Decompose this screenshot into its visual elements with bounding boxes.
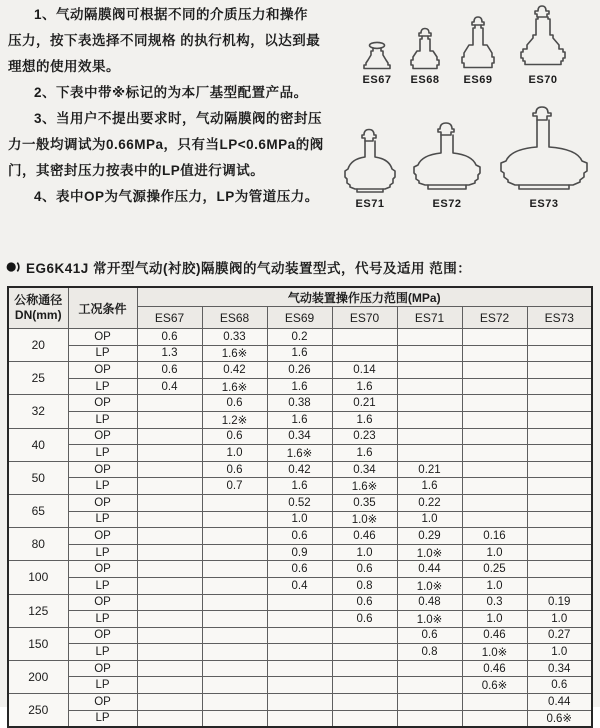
- lp-value-cell: [202, 710, 267, 727]
- col-header-model: ES70: [332, 307, 397, 329]
- lp-value-cell: 1.3: [137, 345, 202, 362]
- op-value-cell: [527, 329, 592, 346]
- dn-cell: 25: [8, 362, 68, 395]
- op-value-cell: [397, 362, 462, 379]
- dn-cell: 20: [8, 329, 68, 362]
- note-line: 门，其密封压力按表中的LP值进行调试。: [8, 163, 265, 178]
- op-value-cell: 0.6: [202, 395, 267, 412]
- op-value-cell: [462, 395, 527, 412]
- op-value-cell: [462, 461, 527, 478]
- valve-es71-icon: [341, 127, 399, 195]
- lp-value-cell: [267, 644, 332, 661]
- op-value-cell: 0.29: [397, 528, 462, 545]
- op-value-cell: [462, 428, 527, 445]
- op-value-cell: [527, 395, 592, 412]
- col-header-model: ES67: [137, 307, 202, 329]
- section-title-text: EG6K41J 常开型气动(衬胶)隔膜阀的气动装置型式，代号及适用 范围：: [26, 261, 472, 276]
- lp-value-cell: 1.2※: [202, 411, 267, 428]
- lp-value-cell: 1.6: [397, 478, 462, 495]
- valve-es70-icon: [511, 5, 575, 71]
- lp-value-cell: [332, 644, 397, 661]
- valve-es72-icon: [408, 121, 486, 195]
- lp-value-cell: [267, 710, 332, 727]
- op-value-cell: 0.6: [332, 594, 397, 611]
- lp-value-cell: 0.4: [267, 577, 332, 594]
- op-value-cell: 0.42: [267, 461, 332, 478]
- lp-value-cell: 0.6※: [527, 710, 592, 727]
- lp-value-cell: [527, 577, 592, 594]
- lp-value-cell: 1.6※: [332, 478, 397, 495]
- valve-es70-figure: [511, 5, 575, 86]
- op-value-cell: [397, 428, 462, 445]
- lp-value-cell: [332, 345, 397, 362]
- op-value-cell: [527, 461, 592, 478]
- valve-es73-figure: [495, 105, 593, 210]
- usage-notes: [8, 2, 342, 210]
- lp-value-cell: [202, 511, 267, 528]
- op-value-cell: [332, 627, 397, 644]
- lp-value-cell: 1.6※: [202, 345, 267, 362]
- lp-value-cell: 0.6※: [462, 677, 527, 694]
- lp-value-cell: 1.0※: [332, 511, 397, 528]
- lp-value-cell: 1.0※: [397, 611, 462, 628]
- lp-value-cell: [397, 445, 462, 462]
- lp-value-cell: 1.0※: [462, 644, 527, 661]
- valve-label: ES70: [528, 74, 558, 86]
- valve-es69-figure: [455, 15, 501, 86]
- note-line: 2、下表中带※标记的为本厂基型配置产品。: [34, 85, 308, 100]
- valve-es73-icon: [495, 105, 593, 195]
- op-value-cell: 0.6: [267, 561, 332, 578]
- op-value-cell: [137, 395, 202, 412]
- op-value-cell: 0.6: [202, 461, 267, 478]
- condition-cell-lp: LP: [68, 445, 137, 462]
- valve-es71-figure: [341, 127, 399, 210]
- condition-cell-op: OP: [68, 395, 137, 412]
- condition-cell-op: OP: [68, 329, 137, 346]
- lp-value-cell: [397, 677, 462, 694]
- lp-value-cell: [137, 577, 202, 594]
- col-header-model: ES69: [267, 307, 332, 329]
- lp-value-cell: [462, 511, 527, 528]
- lp-value-cell: 0.6: [332, 611, 397, 628]
- op-value-cell: 0.22: [397, 494, 462, 511]
- pressure-table-body: [8, 329, 592, 728]
- lp-value-cell: 1.6: [267, 411, 332, 428]
- lp-value-cell: 1.6: [332, 411, 397, 428]
- dn-cell: 50: [8, 461, 68, 494]
- lp-value-cell: [137, 677, 202, 694]
- op-value-cell: 0.34: [527, 660, 592, 677]
- op-value-cell: [137, 528, 202, 545]
- dn-cell: 200: [8, 660, 68, 693]
- op-value-cell: [202, 494, 267, 511]
- lp-value-cell: 0.9: [267, 544, 332, 561]
- op-value-cell: [267, 594, 332, 611]
- condition-cell-lp: LP: [68, 411, 137, 428]
- lp-value-cell: 1.0: [462, 544, 527, 561]
- valve-es67-figure: [359, 41, 395, 86]
- op-value-cell: [397, 395, 462, 412]
- condition-cell-op: OP: [68, 428, 137, 445]
- actuator-figures-row2: [336, 98, 598, 210]
- op-value-cell: [137, 461, 202, 478]
- condition-cell-lp: LP: [68, 511, 137, 528]
- lp-value-cell: 0.4: [137, 378, 202, 395]
- lp-value-cell: 0.6: [527, 677, 592, 694]
- lp-value-cell: 1.6: [267, 345, 332, 362]
- valve-es68-icon: [405, 27, 445, 71]
- valve-label: ES72: [432, 198, 462, 210]
- lp-value-cell: [527, 445, 592, 462]
- lp-value-cell: [202, 544, 267, 561]
- op-value-cell: [202, 660, 267, 677]
- condition-cell-op: OP: [68, 494, 137, 511]
- condition-cell-op: OP: [68, 528, 137, 545]
- op-value-cell: [527, 494, 592, 511]
- lp-value-cell: [397, 345, 462, 362]
- section-bullet-icon: [6, 260, 20, 274]
- op-value-cell: 0.27: [527, 627, 592, 644]
- valve-label: ES68: [410, 74, 440, 86]
- op-value-cell: [527, 428, 592, 445]
- op-value-cell: [137, 660, 202, 677]
- op-value-cell: [527, 362, 592, 379]
- col-header-dn: [8, 287, 68, 329]
- lp-value-cell: [202, 644, 267, 661]
- lp-value-cell: 1.0: [332, 544, 397, 561]
- lp-value-cell: [137, 710, 202, 727]
- op-value-cell: 0.34: [267, 428, 332, 445]
- condition-cell-lp: LP: [68, 677, 137, 694]
- lp-value-cell: [462, 445, 527, 462]
- op-value-cell: [202, 561, 267, 578]
- lp-value-cell: [137, 644, 202, 661]
- op-value-cell: 0.46: [462, 627, 527, 644]
- condition-cell-op: OP: [68, 660, 137, 677]
- lp-value-cell: [527, 345, 592, 362]
- dn-cell: 80: [8, 528, 68, 561]
- note-line: 压力，按下表选择不同规格 的执行机构，以达到最: [8, 33, 321, 48]
- valve-es68-figure: [405, 27, 445, 86]
- condition-cell-lp: LP: [68, 611, 137, 628]
- op-value-cell: 0.6: [202, 428, 267, 445]
- lp-value-cell: [202, 677, 267, 694]
- op-value-cell: 0.6: [137, 329, 202, 346]
- dn-cell: 32: [8, 395, 68, 428]
- lp-value-cell: 1.6※: [202, 378, 267, 395]
- op-value-cell: 0.2: [267, 329, 332, 346]
- op-value-cell: 0.38: [267, 395, 332, 412]
- note-line: 力一般均调试为0.66MPa，只有当LP<0.6MPa的阀: [8, 137, 324, 152]
- dn-cell: 100: [8, 561, 68, 594]
- lp-value-cell: [527, 478, 592, 495]
- lp-value-cell: 1.6※: [267, 445, 332, 462]
- lp-value-cell: 1.0: [202, 445, 267, 462]
- op-value-cell: 0.44: [397, 561, 462, 578]
- op-value-cell: 0.21: [397, 461, 462, 478]
- valve-label: ES69: [463, 74, 493, 86]
- condition-cell-lp: LP: [68, 478, 137, 495]
- section-title: [6, 257, 596, 277]
- actuator-figures: [336, 2, 598, 214]
- condition-cell-lp: LP: [68, 378, 137, 395]
- op-value-cell: [462, 494, 527, 511]
- op-value-cell: 0.19: [527, 594, 592, 611]
- lp-value-cell: [202, 577, 267, 594]
- op-value-cell: [137, 561, 202, 578]
- op-value-cell: [527, 528, 592, 545]
- lp-value-cell: [462, 411, 527, 428]
- op-value-cell: 0.33: [202, 329, 267, 346]
- condition-cell-op: OP: [68, 461, 137, 478]
- lp-value-cell: [462, 710, 527, 727]
- condition-cell-op: OP: [68, 694, 137, 711]
- dn-cell: 125: [8, 594, 68, 627]
- valve-es72-figure: [408, 121, 486, 210]
- lp-value-cell: [462, 345, 527, 362]
- condition-cell-lp: LP: [68, 644, 137, 661]
- op-value-cell: 0.16: [462, 528, 527, 545]
- lp-value-cell: [267, 611, 332, 628]
- lp-value-cell: 1.0: [397, 511, 462, 528]
- op-value-cell: 0.46: [462, 660, 527, 677]
- op-value-cell: 0.3: [462, 594, 527, 611]
- col-header-dn-line2: DN(mm): [14, 308, 62, 322]
- condition-cell-lp: LP: [68, 710, 137, 727]
- lp-value-cell: [462, 378, 527, 395]
- lp-value-cell: [332, 710, 397, 727]
- op-value-cell: [267, 660, 332, 677]
- valve-es69-icon: [455, 15, 501, 71]
- lp-value-cell: 1.0※: [397, 544, 462, 561]
- op-value-cell: [137, 428, 202, 445]
- op-value-cell: [397, 694, 462, 711]
- col-header-dn-line1: 公称通径: [14, 293, 63, 307]
- op-value-cell: 0.25: [462, 561, 527, 578]
- lp-value-cell: 1.6: [332, 445, 397, 462]
- lp-value-cell: [527, 511, 592, 528]
- op-value-cell: 0.48: [397, 594, 462, 611]
- lp-value-cell: 1.0: [462, 577, 527, 594]
- lp-value-cell: 1.6: [267, 378, 332, 395]
- op-value-cell: 0.6: [332, 561, 397, 578]
- op-value-cell: 0.42: [202, 362, 267, 379]
- op-value-cell: [527, 561, 592, 578]
- lp-value-cell: [137, 511, 202, 528]
- valve-label: ES73: [529, 198, 559, 210]
- condition-cell-op: OP: [68, 627, 137, 644]
- op-value-cell: [202, 594, 267, 611]
- op-value-cell: 0.35: [332, 494, 397, 511]
- lp-value-cell: 1.6: [267, 478, 332, 495]
- col-header-condition: 工况条件: [68, 287, 137, 329]
- lp-value-cell: 1.0: [267, 511, 332, 528]
- lp-value-cell: [397, 378, 462, 395]
- condition-cell-lp: LP: [68, 345, 137, 362]
- actuator-figures-row1: [336, 2, 598, 86]
- dn-cell: 250: [8, 694, 68, 728]
- condition-cell-lp: LP: [68, 544, 137, 561]
- op-value-cell: 0.6: [397, 627, 462, 644]
- condition-cell-op: OP: [68, 561, 137, 578]
- lp-value-cell: 1.0: [462, 611, 527, 628]
- lp-value-cell: [397, 411, 462, 428]
- op-value-cell: 0.14: [332, 362, 397, 379]
- condition-cell-op: OP: [68, 594, 137, 611]
- op-value-cell: [397, 660, 462, 677]
- lp-value-cell: [527, 544, 592, 561]
- op-value-cell: [397, 329, 462, 346]
- op-value-cell: [137, 494, 202, 511]
- lp-value-cell: [137, 544, 202, 561]
- op-value-cell: [137, 694, 202, 711]
- dn-cell: 40: [8, 428, 68, 461]
- lp-value-cell: 0.8: [332, 577, 397, 594]
- op-value-cell: [202, 528, 267, 545]
- dn-cell: 65: [8, 494, 68, 527]
- op-value-cell: [332, 329, 397, 346]
- op-value-cell: 0.52: [267, 494, 332, 511]
- lp-value-cell: [462, 478, 527, 495]
- op-value-cell: 0.44: [527, 694, 592, 711]
- col-header-model: ES72: [462, 307, 527, 329]
- lp-value-cell: [397, 710, 462, 727]
- op-value-cell: [462, 694, 527, 711]
- op-value-cell: [462, 362, 527, 379]
- note-line: 理想的使用效果。: [8, 59, 120, 74]
- pressure-table: [7, 286, 593, 728]
- note-line: 3、当用户不提出要求时，气动隔膜阀的密封压: [34, 111, 323, 126]
- lp-value-cell: 0.8: [397, 644, 462, 661]
- op-value-cell: [267, 627, 332, 644]
- op-value-cell: [202, 694, 267, 711]
- dn-cell: 150: [8, 627, 68, 660]
- lp-value-cell: [527, 378, 592, 395]
- condition-cell-op: OP: [68, 362, 137, 379]
- op-value-cell: [137, 594, 202, 611]
- op-value-cell: [137, 627, 202, 644]
- op-value-cell: [202, 627, 267, 644]
- op-value-cell: [267, 694, 332, 711]
- op-value-cell: 0.46: [332, 528, 397, 545]
- valve-label: ES67: [362, 74, 392, 86]
- op-value-cell: 0.23: [332, 428, 397, 445]
- valve-label: ES71: [355, 198, 385, 210]
- lp-value-cell: [527, 411, 592, 428]
- lp-value-cell: [332, 677, 397, 694]
- op-value-cell: [462, 329, 527, 346]
- condition-cell-lp: LP: [68, 577, 137, 594]
- op-value-cell: 0.21: [332, 395, 397, 412]
- lp-value-cell: [267, 677, 332, 694]
- op-value-cell: 0.6: [137, 362, 202, 379]
- op-value-cell: 0.34: [332, 461, 397, 478]
- op-value-cell: [332, 660, 397, 677]
- op-value-cell: 0.6: [267, 528, 332, 545]
- valve-es67-icon: [359, 41, 395, 71]
- op-value-cell: [332, 694, 397, 711]
- lp-value-cell: [202, 611, 267, 628]
- lp-value-cell: 1.0: [527, 644, 592, 661]
- pressure-table-head: [8, 287, 592, 329]
- lp-value-cell: [137, 478, 202, 495]
- note-line: 4、表中OP为气源操作压力，LP为管道压力。: [34, 189, 319, 204]
- lp-value-cell: 1.6: [332, 378, 397, 395]
- lp-value-cell: [137, 611, 202, 628]
- lp-value-cell: [137, 411, 202, 428]
- col-header-pressure-range: 气动装置操作压力范围(MPa): [137, 287, 592, 307]
- col-header-model: ES73: [527, 307, 592, 329]
- op-value-cell: 0.26: [267, 362, 332, 379]
- note-line: 1、气动隔膜阀可根据不同的介质压力和操作: [34, 7, 309, 22]
- col-header-model: ES68: [202, 307, 267, 329]
- lp-value-cell: 1.0: [527, 611, 592, 628]
- col-header-model: ES71: [397, 307, 462, 329]
- lp-value-cell: [137, 445, 202, 462]
- lp-value-cell: 1.0※: [397, 577, 462, 594]
- lp-value-cell: 0.7: [202, 478, 267, 495]
